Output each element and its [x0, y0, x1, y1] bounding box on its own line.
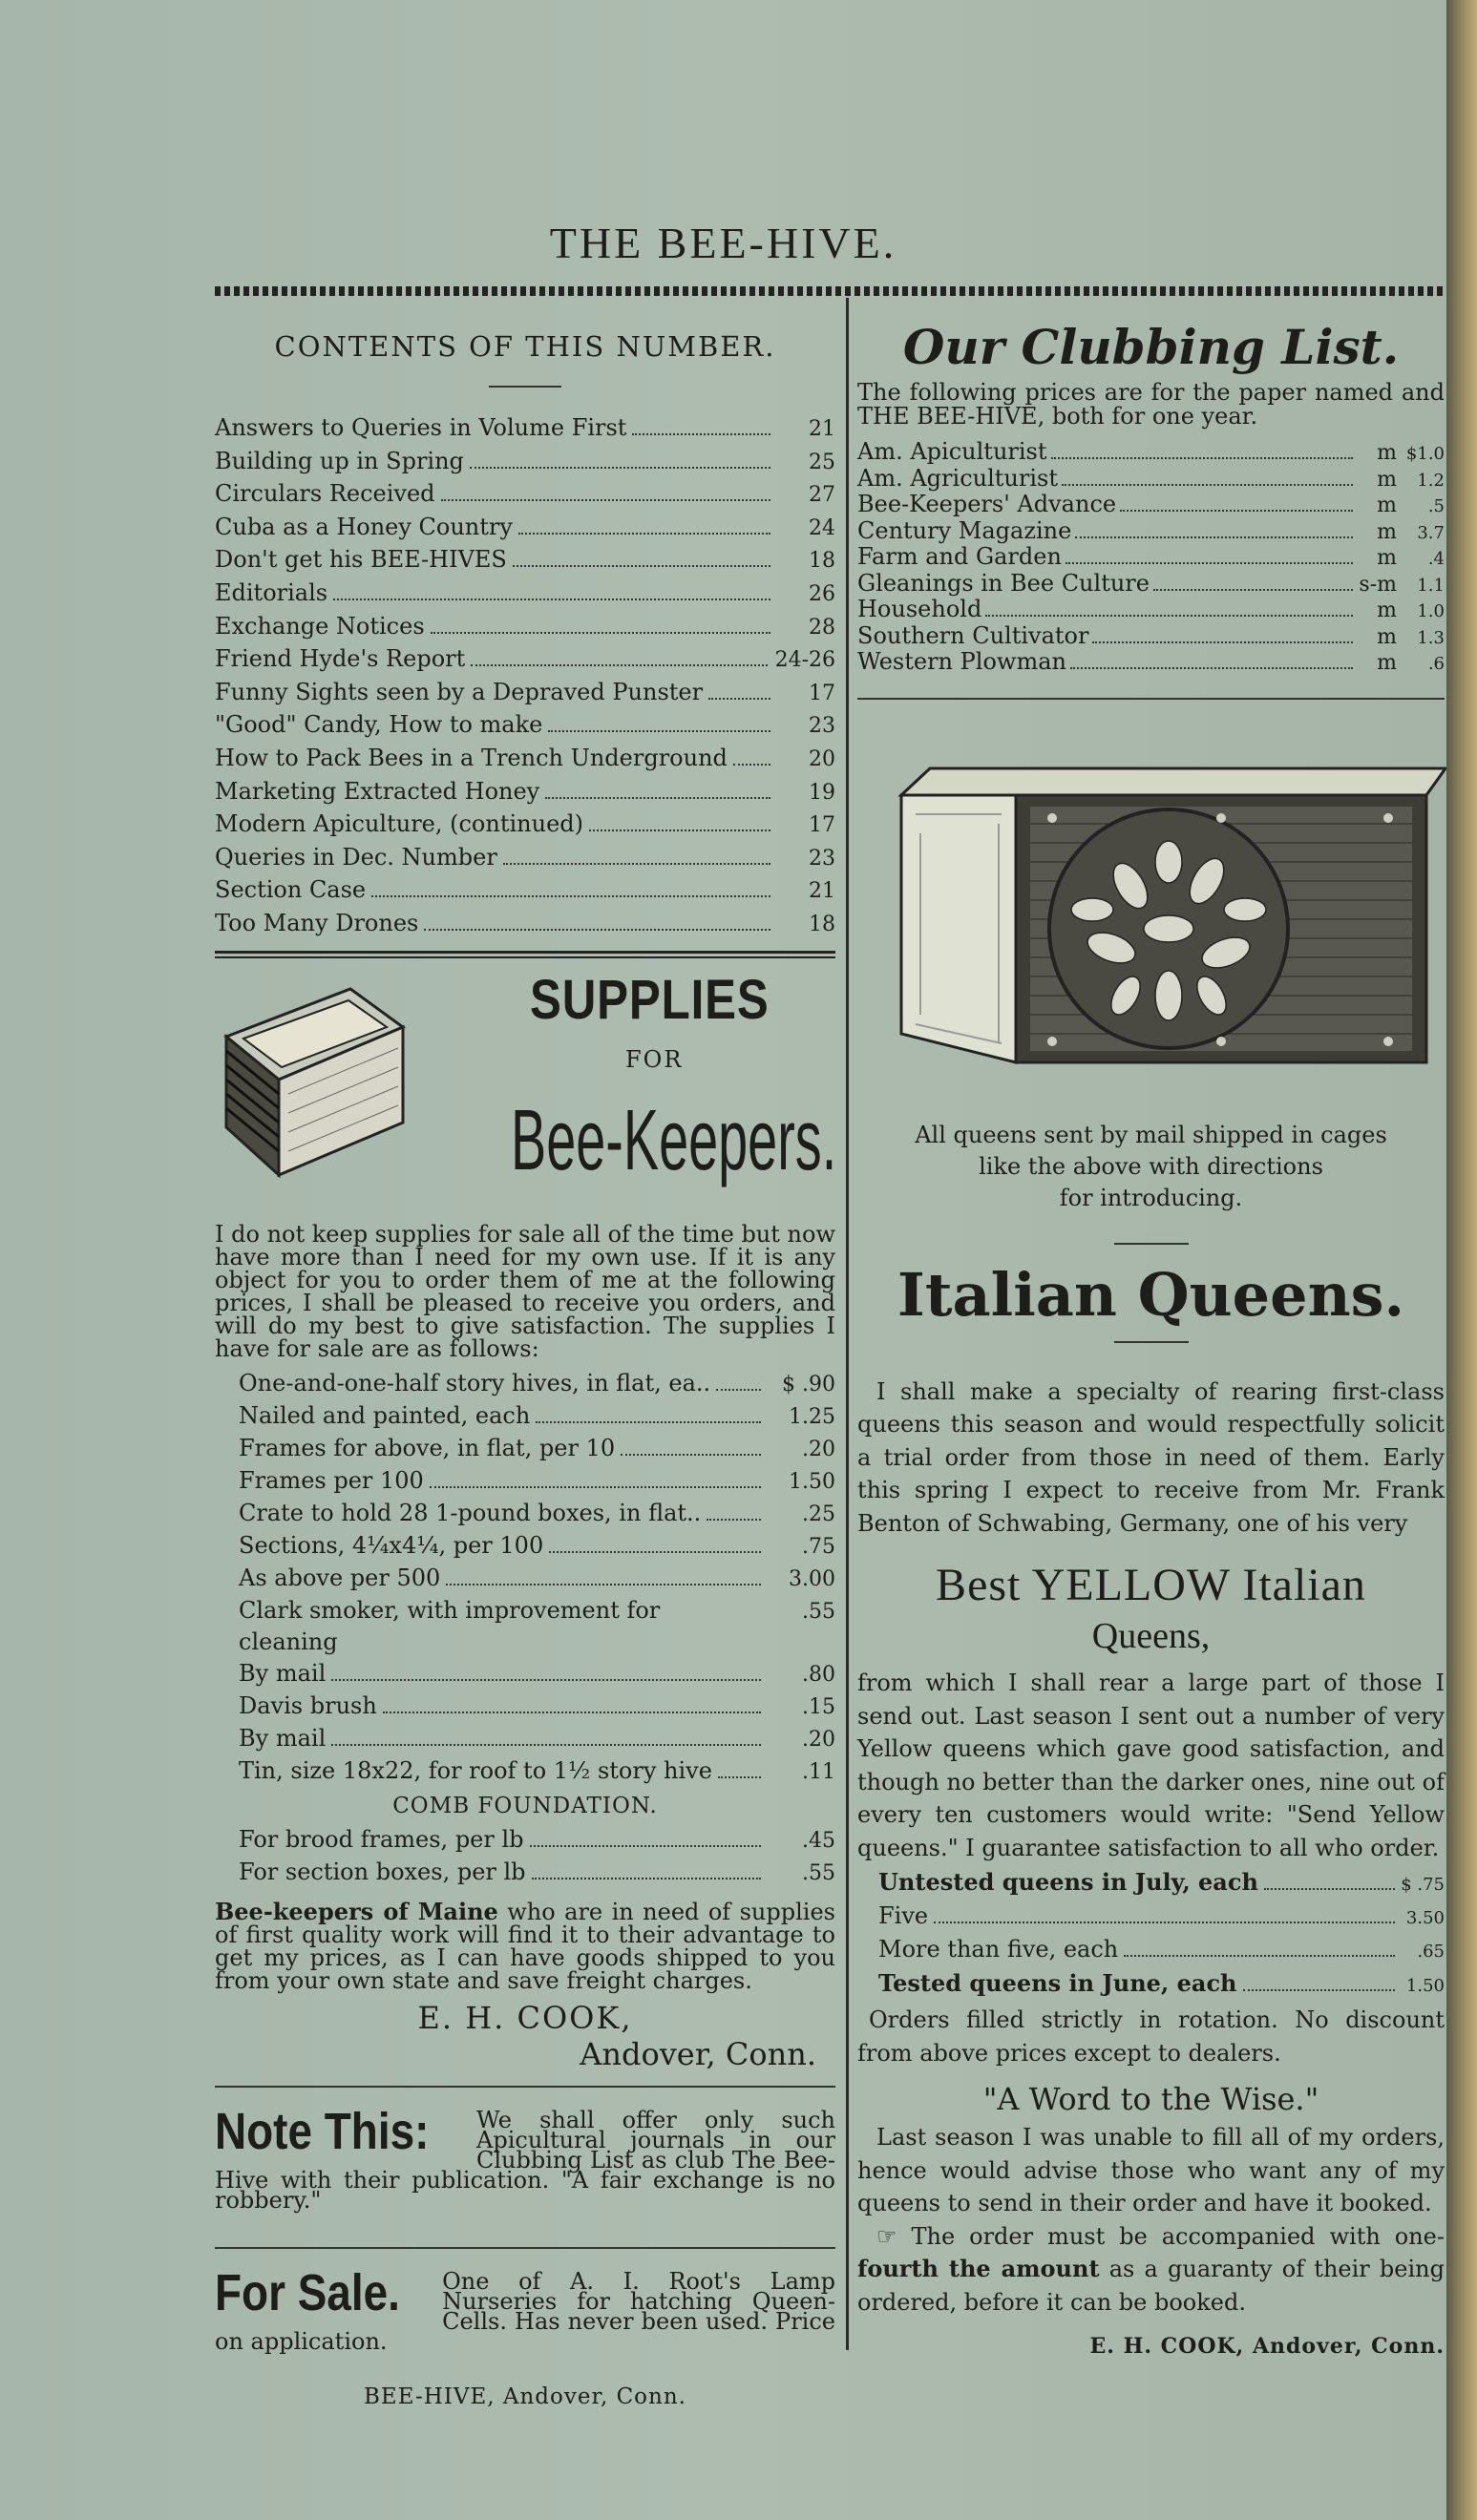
maine-text: who are in need of supplies of first quality work will find it to their advantage to get my prices, as I can have goods shipped to you from your own state and save freight charges. — [215, 1898, 835, 1994]
dot-leader — [733, 764, 770, 766]
queen-price-label: Untested queens in July, each — [878, 1868, 1258, 1896]
dot-leader — [1062, 484, 1353, 486]
contents-title: CONTENTS OF THIS NUMBER. — [274, 330, 776, 363]
contents-item-title: Building up in Spring — [215, 447, 464, 474]
queen-price-item — [878, 1866, 1445, 1900]
clubbing-item — [857, 621, 1445, 651]
order-note-post: as a guaranty of their being ordered, before it can be booked. — [857, 2256, 1445, 2316]
queen-cage-illustration — [857, 757, 1445, 1120]
dot-leader — [545, 797, 770, 799]
supply-item-price: .20 — [802, 1727, 835, 1752]
clubbing-item-price: 1.3 — [1417, 627, 1445, 648]
comb-item-label: For section boxes, per lb — [239, 1858, 526, 1885]
contents-item-page: 20 — [809, 746, 835, 771]
dot-leader — [1051, 457, 1353, 459]
cage-caption-line: like the above with directions — [979, 1152, 1323, 1180]
contents-item — [215, 874, 835, 908]
dot-leader — [1124, 1955, 1395, 1957]
dot-leader — [934, 1922, 1395, 1923]
right-column — [857, 315, 1445, 2359]
contents-item — [215, 512, 835, 545]
masthead: THE BEE-HIVE. — [549, 219, 897, 267]
queen-price-value: .65 — [1417, 1942, 1445, 1962]
queen-price-item — [878, 1900, 1445, 1934]
maine-lead: Bee-keepers of Maine — [215, 1897, 498, 1925]
dot-leader — [331, 1744, 761, 1746]
maine-paragraph — [215, 1897, 835, 1994]
book-binding-edge — [1446, 0, 1477, 2520]
comb-item — [239, 1857, 835, 1889]
clubbing-item-price: $1.0 — [1405, 444, 1445, 464]
supply-item-label: Crate to hold 28 1-pound boxes, in flat.. — [239, 1499, 702, 1526]
contents-item — [215, 446, 835, 479]
supply-item — [239, 1433, 835, 1465]
clubbing-item-name: Gleanings in Bee Culture — [857, 569, 1150, 597]
supplies-heading: SUPPLIES — [530, 968, 770, 1031]
dot-leader — [1120, 510, 1353, 512]
contents-item — [215, 643, 835, 677]
dot-leader — [1066, 562, 1353, 564]
clubbing-intro: The following prices are for the paper named and THE BEE-HIVE, both for one year. — [857, 379, 1445, 430]
dot-leader — [707, 1519, 761, 1521]
clubbing-item-price: 3.7 — [1417, 522, 1445, 543]
supply-item-label: One-and-one-half story hives, in flat, ea.. — [239, 1369, 711, 1396]
note-block — [215, 2102, 835, 2214]
order-note-bold: fourth the amount — [857, 2255, 1100, 2282]
for-sale-lead: For Sale. — [215, 2263, 400, 2321]
dot-leader — [470, 467, 770, 469]
supplies-header — [215, 958, 835, 1211]
supply-item-label: Clark smoker, with improvement for cleaning — [239, 1596, 661, 1655]
dot-leader — [985, 615, 1353, 617]
supply-item-label: By mail — [239, 1724, 327, 1752]
clubbing-item — [857, 516, 1445, 546]
supplies-for: FOR — [625, 1045, 684, 1073]
clubbing-item-price: 1.2 — [1417, 470, 1445, 491]
clubbing-item-name: Southern Cultivator — [857, 621, 1089, 649]
contents-item-title: Section Case — [215, 876, 367, 904]
left-column — [215, 315, 835, 2409]
contents-item — [215, 842, 835, 875]
supplies-subheading: Bee-Keepers. — [511, 1092, 837, 1188]
contents-item — [215, 776, 835, 809]
queen-price-label: Tested queens in June, each — [878, 1969, 1237, 1997]
dot-leader — [1153, 589, 1353, 591]
contents-item-title: "Good" Candy, How to make — [215, 711, 543, 739]
orders-note: Orders filled strictly in rotation. No discount from above prices except to dealers. — [857, 2006, 1445, 2067]
clubbing-item-price: .6 — [1427, 654, 1445, 674]
supply-item-label: Nailed and painted, each — [239, 1401, 531, 1429]
dot-leader — [446, 1584, 761, 1586]
contents-item — [215, 743, 835, 776]
supply-item — [239, 1595, 835, 1658]
dot-leader — [503, 863, 770, 865]
dot-leader — [549, 1551, 761, 1553]
contents-bottom-rule — [215, 951, 835, 958]
supply-item — [239, 1723, 835, 1755]
dot-leader — [1243, 1989, 1395, 1991]
signature-name: E. H. COOK, — [417, 1999, 633, 2036]
supply-item-price: .15 — [802, 1694, 835, 1719]
supply-item-price: .80 — [802, 1662, 835, 1687]
supply-item-price: 1.25 — [789, 1404, 835, 1429]
contents-item-title: Exchange Notices — [215, 612, 425, 640]
dot-leader — [471, 664, 767, 666]
contents-item — [215, 808, 835, 842]
contents-item-title: Funny Sights seen by a Depraved Punster — [215, 678, 704, 705]
supply-item — [239, 1755, 835, 1788]
clubbing-item — [857, 493, 1445, 519]
queen-cage-icon — [892, 757, 1455, 1072]
dot-leader — [518, 533, 770, 535]
supplies-price-list — [215, 1368, 835, 1788]
contents-item-title: Too Many Drones — [215, 909, 419, 936]
supply-item-label: Sections, 4¼x4¼, per 100 — [239, 1531, 544, 1559]
clubbing-item — [857, 650, 1445, 677]
italian-para2: from which I shall rear a large part of those I send out. Last season I sent out a number of very Yellow queens which gave good satisfaction, and though no better than the darker ones, nine out of every ten customers would write: "Send Yellow queens." I guarantee satisfaction to all who order. — [857, 1670, 1445, 1861]
contents-item-page: 19 — [809, 780, 835, 805]
contents-item-page: 27 — [809, 483, 835, 508]
comb-item-price: .55 — [802, 1860, 835, 1885]
clubbing-item-name: Bee-Keepers' Advance — [857, 491, 1117, 517]
dot-leader — [333, 598, 770, 600]
hive-box-icon — [217, 970, 408, 1208]
queens-heading: Queens, — [1091, 1616, 1211, 1656]
clubbing-item-frequency: m — [1377, 651, 1397, 675]
dot-leader — [1092, 641, 1353, 643]
supply-item — [239, 1498, 835, 1530]
italian-para1: I shall make a specialty of rearing first-class queens this season and would respectfully solicit a trial order from those in need of them. Early this spring I expect to receive from Mr. Frank Benton of Schwabing, Germany, one of his very — [857, 1377, 1445, 1537]
wise-heading: "A Word to the Wise." — [982, 2081, 1319, 2117]
dot-leader — [716, 1389, 761, 1391]
comb-item-price: .45 — [802, 1828, 835, 1853]
clubbing-item-name: Household — [857, 596, 982, 622]
italian-top-rule — [1114, 1243, 1189, 1245]
supply-item — [239, 1465, 835, 1498]
contents-item-title: Queries in Dec. Number — [215, 843, 497, 871]
contents-item — [215, 908, 835, 941]
contents-item — [215, 544, 835, 578]
contents-item-title: Circulars Received — [215, 480, 435, 508]
clubbing-item-frequency: s-m — [1359, 572, 1397, 597]
dot-leader — [331, 1679, 761, 1681]
clubbing-item-name: Century Magazine — [857, 516, 1072, 544]
order-note — [857, 2220, 1445, 2320]
clubbing-item-frequency: m — [1377, 467, 1397, 492]
supply-item-price: .75 — [802, 1534, 835, 1559]
dot-leader — [589, 830, 770, 831]
queen-price-item — [878, 1967, 1445, 2002]
contents-item-title: Editorials — [215, 578, 328, 606]
contents-item-title: How to Pack Bees in a Trench Underground — [215, 744, 728, 771]
clubbing-item — [857, 464, 1445, 494]
contents-item-title: Cuba as a Honey Country — [215, 513, 513, 540]
for-sale-rule — [215, 2247, 835, 2249]
contents-item-title: Friend Hyde's Report — [215, 645, 466, 673]
italian-bottom-rule — [1114, 1341, 1189, 1343]
contents-item-page: 26 — [809, 581, 835, 606]
clubbing-item — [857, 545, 1445, 572]
supply-item — [239, 1658, 835, 1690]
contents-item — [215, 412, 835, 446]
clubbing-item-price: 1.1 — [1417, 575, 1445, 596]
clubbing-title: Our Clubbing List. — [902, 319, 1400, 375]
clubbing-item-price: .4 — [1427, 549, 1445, 569]
queen-price-item — [878, 1934, 1445, 1967]
comb-foundation-heading: COMB FOUNDATION. — [392, 1793, 658, 1818]
contents-item-page: 28 — [809, 615, 835, 640]
supply-item-price: 1.50 — [789, 1469, 835, 1494]
dot-leader — [383, 1712, 761, 1713]
contents-item-page: 18 — [809, 912, 835, 936]
dot-leader — [532, 1878, 761, 1880]
supply-item-price: .25 — [802, 1502, 835, 1526]
queen-price-value: 1.50 — [1405, 1976, 1445, 1996]
dot-leader — [548, 730, 770, 732]
contents-item-page: 23 — [809, 714, 835, 739]
clubbing-item-name: Am. Agriculturist — [857, 464, 1058, 492]
italian-queens-heading: Italian Queens. — [897, 1259, 1405, 1330]
contents-item — [215, 677, 835, 710]
supply-item-price: .55 — [802, 1599, 835, 1624]
contents-item-page: 21 — [809, 879, 835, 904]
note-lead: Note This: — [215, 2102, 430, 2160]
dot-leader — [632, 433, 770, 435]
clubbing-item-name: Western Plowman — [857, 648, 1066, 675]
clubbing-item-frequency: m — [1377, 546, 1397, 570]
contents-item-page: 18 — [809, 549, 835, 574]
clubbing-item-frequency: m — [1377, 441, 1397, 465]
dot-leader — [431, 632, 770, 634]
supply-item-label: By mail — [239, 1659, 327, 1687]
best-yellow-heading: Best YELLOW Italian — [936, 1560, 1366, 1610]
clubbing-item-frequency: m — [1377, 624, 1397, 649]
cage-caption-line: All queens sent by mail shipped in cages — [915, 1121, 1387, 1148]
contents-item-page: 25 — [809, 450, 835, 474]
supply-item — [239, 1690, 835, 1723]
comb-price-list — [215, 1824, 835, 1889]
contents-rule — [489, 386, 561, 388]
contents-item-page: 21 — [809, 417, 835, 441]
queen-price-list — [857, 1866, 1445, 2002]
clubbing-item-frequency: m — [1377, 519, 1397, 544]
contents-item — [215, 709, 835, 743]
queen-price-label: More than five, each — [878, 1936, 1119, 1963]
contents-list — [215, 412, 835, 941]
dot-leader — [371, 895, 770, 897]
supply-item-label: Davis brush — [239, 1691, 377, 1719]
clubbing-item — [857, 598, 1445, 624]
dot-leader — [1264, 1888, 1395, 1890]
supply-item — [239, 1368, 835, 1400]
supply-item-label: As above per 500 — [239, 1564, 441, 1591]
comb-item-label: For brood frames, per lb — [239, 1825, 524, 1853]
column-divider — [846, 298, 849, 2350]
cage-caption — [857, 1120, 1445, 1214]
note-rule — [215, 2086, 835, 2088]
dot-leader — [424, 929, 770, 931]
supply-item-price: .20 — [802, 1437, 835, 1461]
clubbing-list — [857, 440, 1445, 677]
contents-item-title: Marketing Extracted Honey — [215, 777, 540, 805]
clubbing-item-name: Am. Apiculturist — [857, 438, 1047, 465]
comb-item — [239, 1824, 835, 1857]
supply-item — [239, 1563, 835, 1595]
note-text: We shall offer only such Apicultural journals in our Clubbing List as club The Bee-Hive with their publication. "A fair exchange is no robbery." — [215, 2106, 835, 2214]
for-sale-block — [215, 2263, 835, 2355]
dot-leader — [1070, 667, 1353, 669]
contents-item — [215, 611, 835, 644]
italian-signature: E. H. COOK, Andover, Conn. — [1089, 2334, 1445, 2359]
queen-price-value: 3.50 — [1405, 1908, 1445, 1928]
dot-leader — [530, 1845, 761, 1847]
supply-item-label: Tin, size 18x22, for roof to 1½ story hive — [239, 1756, 712, 1784]
supply-item-label: Frames for above, in flat, per 10 — [239, 1434, 616, 1461]
queen-price-value: $ .75 — [1401, 1875, 1445, 1895]
clubbing-item-name: Farm and Garden — [857, 543, 1062, 570]
supply-item-price: .11 — [802, 1759, 835, 1784]
contents-item — [215, 478, 835, 512]
dot-leader — [441, 499, 770, 501]
for-sale-text: One of A. I. Root's Lamp Nurseries for hatching Queen-Cells. Has never been used. Price on application. — [215, 2267, 835, 2355]
contents-item-page: 17 — [809, 813, 835, 838]
dot-leader — [430, 1486, 761, 1488]
clubbing-rule — [857, 698, 1445, 700]
clubbing-item-frequency: m — [1377, 598, 1397, 622]
clubbing-item — [857, 440, 1445, 467]
clubbing-item-price: .5 — [1427, 496, 1445, 516]
contents-item-title: Don't get his BEE-HIVES — [215, 546, 507, 574]
clubbing-item-frequency: m — [1377, 494, 1397, 517]
supply-item — [239, 1530, 835, 1563]
supply-item-label: Frames per 100 — [239, 1466, 424, 1494]
dot-leader — [708, 698, 770, 700]
contents-item — [215, 578, 835, 611]
queen-price-label: Five — [878, 1902, 929, 1929]
masthead-rule — [215, 286, 1446, 296]
supply-item-price: 3.00 — [789, 1566, 835, 1591]
order-note-pre: ☞ The order must be accompanied with one- — [876, 2222, 1445, 2250]
dot-leader — [536, 1421, 761, 1423]
clubbing-item — [857, 569, 1445, 598]
contents-item-page: 23 — [809, 846, 835, 871]
contents-item-title: Answers to Queries in Volume First — [215, 414, 627, 441]
dot-leader — [513, 565, 770, 567]
supply-item-price: $ .90 — [782, 1372, 835, 1396]
contents-item-title: Modern Apiculture, (continued) — [215, 810, 584, 838]
clubbing-item-price: 1.0 — [1417, 601, 1445, 621]
supply-item — [239, 1400, 835, 1433]
cage-caption-line: for introducing. — [1059, 1184, 1243, 1211]
dot-leader — [718, 1776, 761, 1778]
for-sale-signature: BEE-HIVE, Andover, Conn. — [364, 2384, 686, 2409]
contents-item-page: 24 — [809, 515, 835, 540]
contents-item-page: 17 — [809, 681, 835, 705]
contents-item-page: 24-26 — [774, 648, 835, 673]
wise-text: Last season I was unable to fill all of my orders, hence would advise those who want any of my queens to send in their order and have it booked. — [857, 2124, 1445, 2216]
dot-leader — [621, 1454, 761, 1456]
supplies-intro: I do not keep supplies for sale all of the time but now have more than I need for my own use. If it is any object for you to order them of me at the following prices, I shall be pleased to receive you orders, and will do my best to give satisfaction. The supplies I have for sale are as follows: — [215, 1220, 835, 1362]
dot-leader — [1075, 536, 1353, 538]
signature-place: Andover, Conn. — [580, 2035, 816, 2072]
